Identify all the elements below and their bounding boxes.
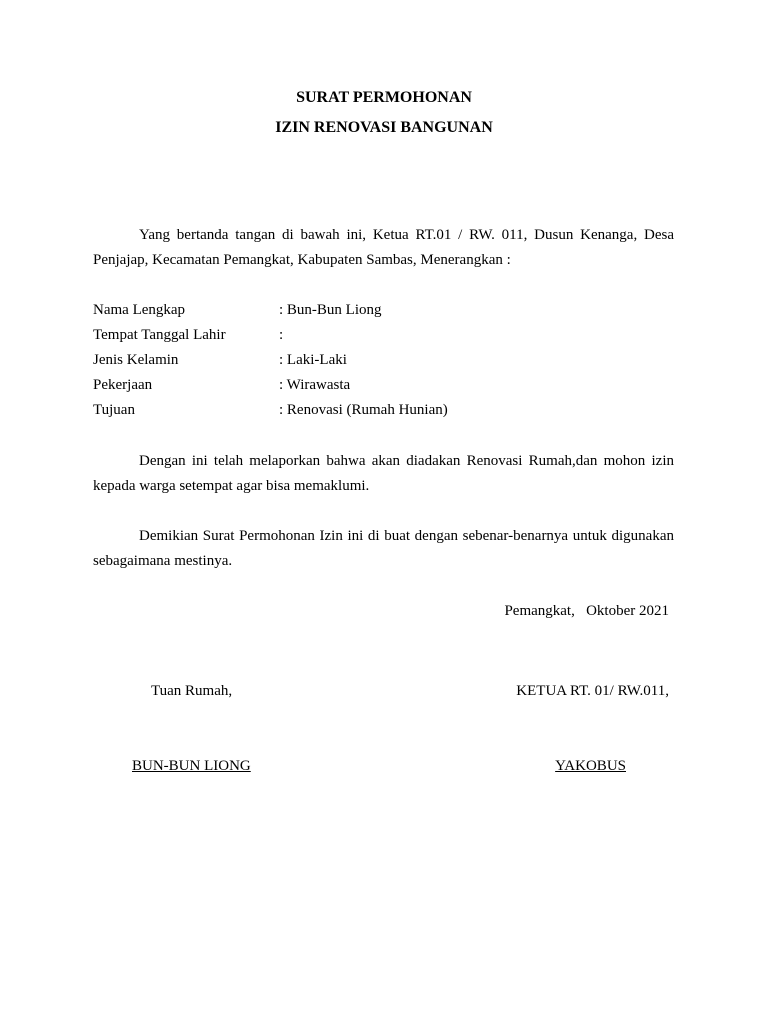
field-row-birth-place-date [93,323,674,348]
field-value: : Renovasi (Rumah Hunian) [279,402,448,418]
signature-left-role: Tuan Rumah, [151,683,233,699]
report-paragraph: Dengan ini telah melaporkan bahwa akan diadakan Renovasi Rumah,dan mohon izin kepada warga setempat agar bisa memaklumi. [93,453,674,494]
field-label: Jenis Kelamin [93,352,179,368]
field-label: Tujuan [93,402,135,418]
closing-paragraph: Demikian Surat Permohonan Izin ini di buat dengan sebenar-benarnya untuk digunakan sebagaimana mestinya. [93,528,674,569]
field-label: Nama Lengkap [93,302,186,318]
document-title: SURAT PERMOHONAN [296,89,472,106]
field-value: : Bun-Bun Liong [279,302,382,318]
field-row-gender [93,348,674,373]
field-value: : Wirawasta [279,377,351,393]
document-subtitle: IZIN RENOVASI BANGUNAN [275,119,493,136]
identity-fields [93,298,674,423]
field-row-full-name [93,298,674,323]
field-value: : [279,327,284,343]
signature-right-name: YAKOBUS [555,758,626,774]
place-date: Pemangkat, Oktober 2021 [504,603,669,619]
signature-left-name: BUN-BUN LIONG [132,758,251,774]
field-label: Pekerjaan [93,377,153,393]
field-row-occupation [93,373,674,398]
signature-right-role: KETUA RT. 01/ RW.011, [516,683,669,699]
field-label: Tempat Tanggal Lahir [93,327,226,343]
field-value: : Laki-Laki [279,352,347,368]
field-row-purpose [93,398,674,423]
intro-paragraph: Yang bertanda tangan di bawah ini, Ketua RT.01 / RW. 011, Dusun Kenanga, Desa Penjajap, Kecamatan Pemangkat, Kabupaten Sambas, Menerangkan : [93,227,674,268]
